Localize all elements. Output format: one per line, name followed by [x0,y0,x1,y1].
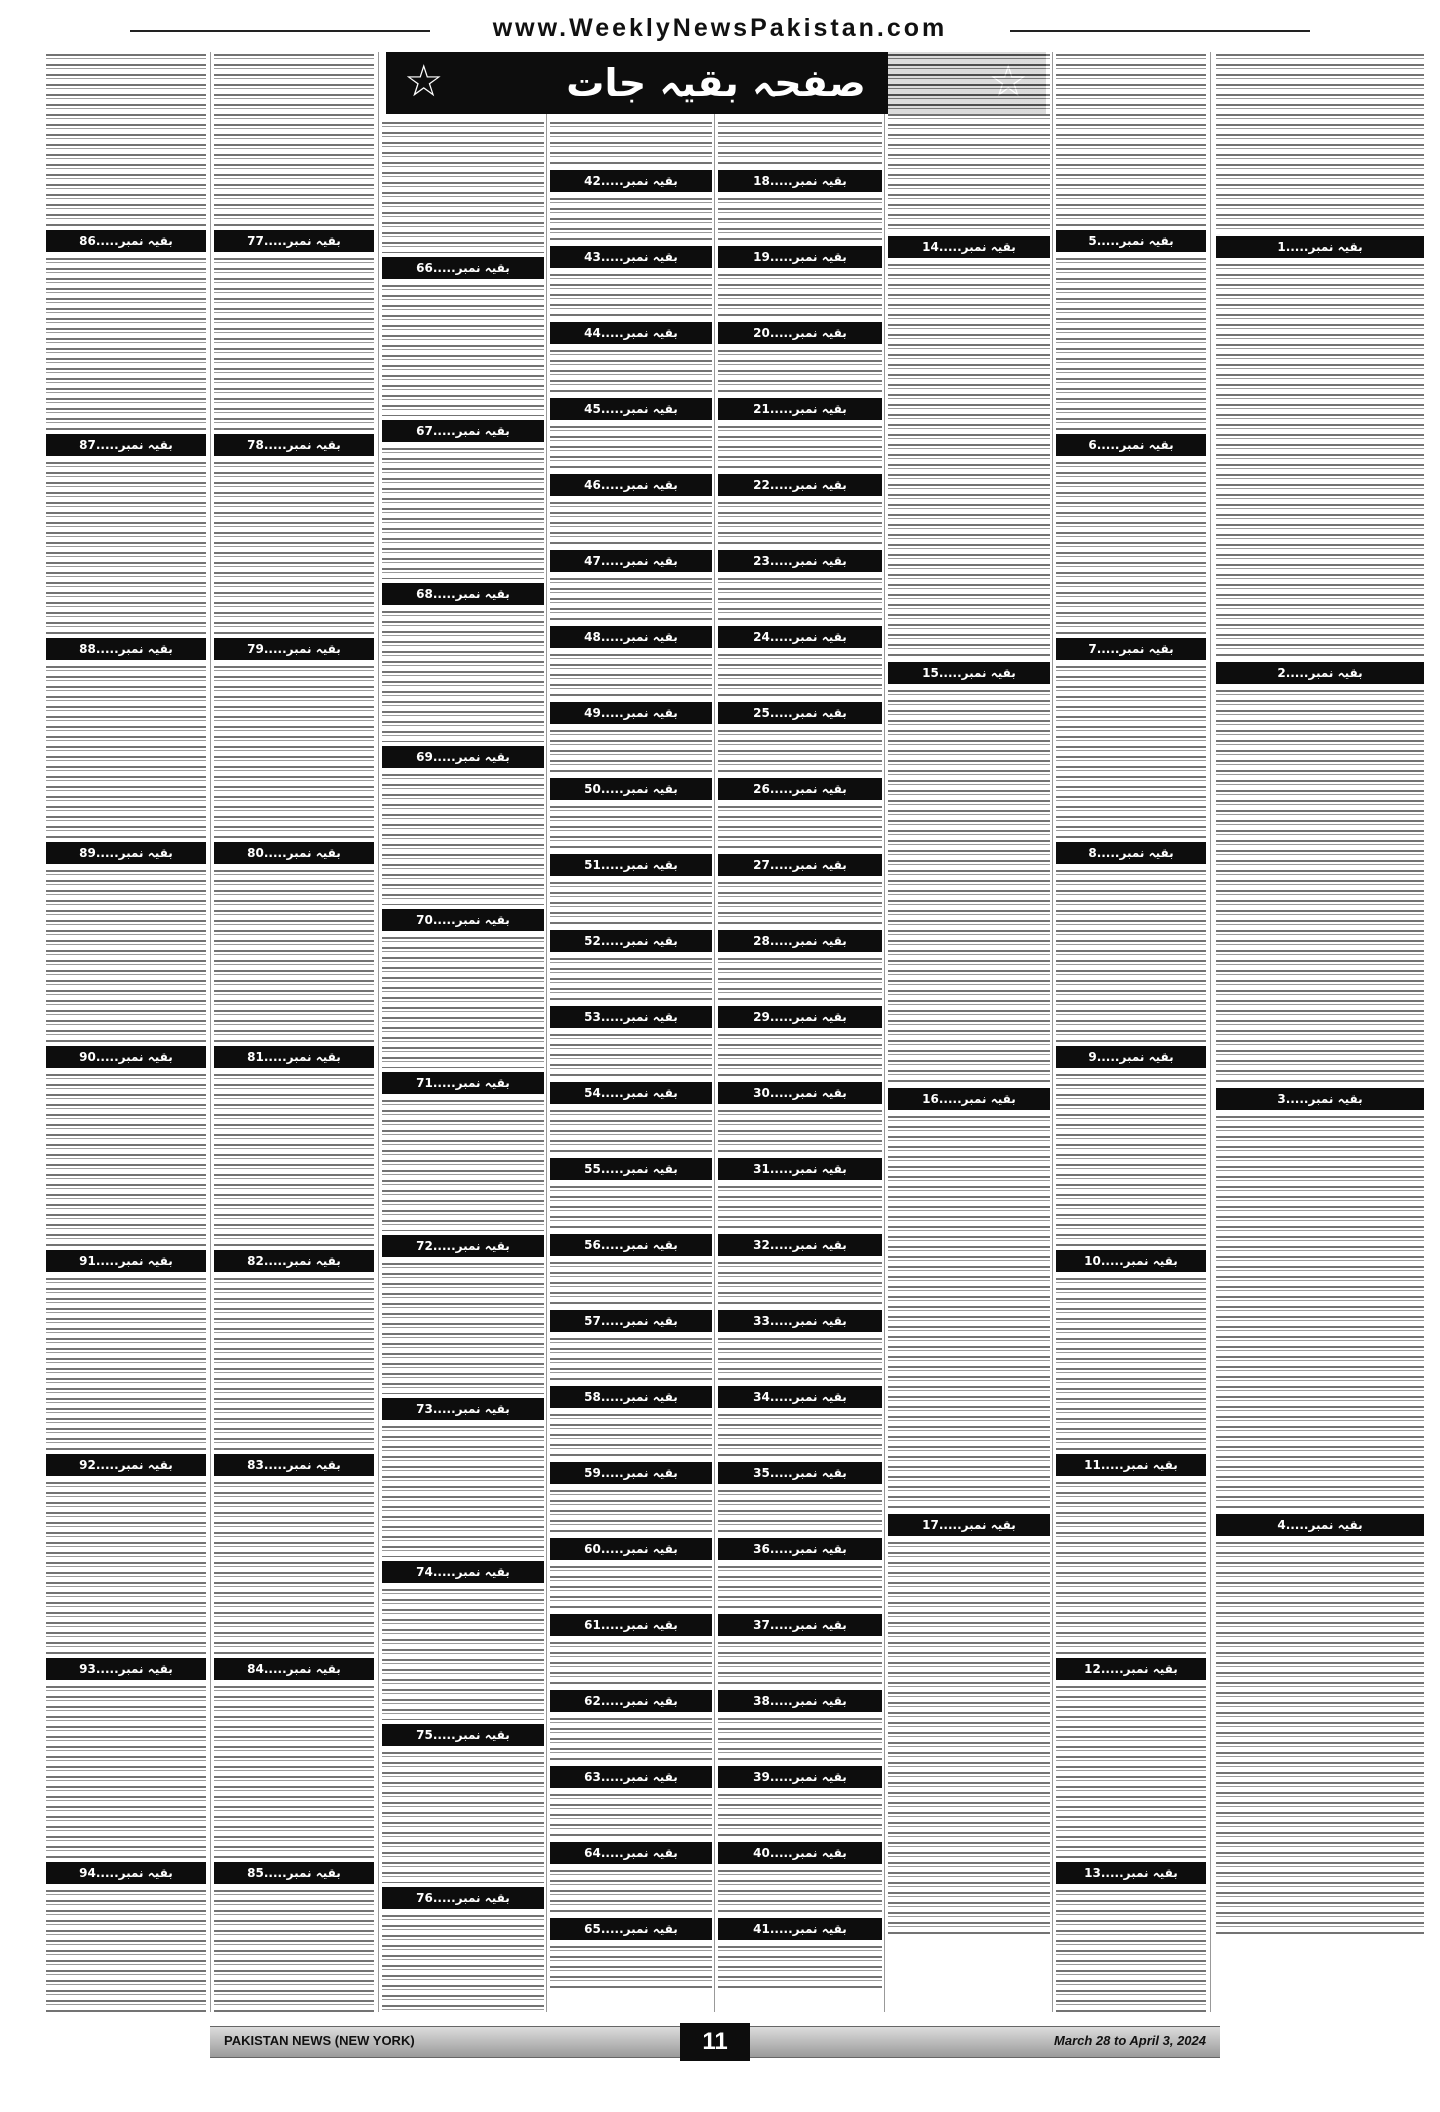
article-text [214,1072,374,1246]
continuation-header: بقیہ نمبر.....5 [1056,230,1206,252]
article-text [718,1184,882,1230]
column-3 [888,52,1050,2012]
continuation-header: بقیہ نمبر.....64 [550,1842,712,1864]
continuation-header: بقیہ نمبر.....23 [718,550,882,572]
article-text [382,446,544,579]
article-text [214,1684,374,1858]
article-text [46,868,206,1042]
continuation-header: بقیہ نمبر.....48 [550,626,712,648]
article-text [382,1424,544,1557]
column-divider [210,52,211,2012]
article-text [550,576,712,622]
continuation-header: بقیہ نمبر.....7 [1056,638,1206,660]
continuation-header: بقیہ نمبر.....16 [888,1088,1050,1110]
article-text [46,460,206,634]
continuation-header: بقیہ نمبر.....41 [718,1918,882,1940]
continuation-header: بقیہ نمبر.....93 [46,1658,206,1680]
continuation-header: بقیہ نمبر.....89 [46,842,206,864]
continuation-header: بقیہ نمبر.....19 [718,246,882,268]
continuation-header: بقیہ نمبر.....74 [382,1561,544,1583]
continuation-header: بقیہ نمبر.....90 [46,1046,206,1068]
article-text [718,728,882,774]
article-text [382,772,544,905]
continuation-header: بقیہ نمبر.....71 [382,1072,544,1094]
article-text [46,256,206,430]
article-text [718,1260,882,1306]
masthead [130,14,1310,48]
article-text [382,935,544,1068]
article-text [382,1750,544,1883]
article-text [1056,1684,1206,1858]
continuation-header: بقیہ نمبر.....21 [718,398,882,420]
column-4 [718,120,882,2012]
column-divider [884,52,885,2012]
article-text [1216,1540,1424,1936]
continuation-header: بقیہ نمبر.....30 [718,1082,882,1104]
continuation-header: بقیہ نمبر.....61 [550,1614,712,1636]
continuation-header: بقیہ نمبر.....37 [718,1614,882,1636]
article-text [382,1261,544,1394]
continuation-header: بقیہ نمبر.....65 [550,1918,712,1940]
continuation-header: بقیہ نمبر.....31 [718,1158,882,1180]
continuation-header: بقیہ نمبر.....29 [718,1006,882,1028]
article-text [718,1716,882,1762]
article-text [382,1587,544,1720]
article-text [550,804,712,850]
continuation-header: بقیہ نمبر.....68 [382,583,544,605]
continuation-header: بقیہ نمبر.....39 [718,1766,882,1788]
article-text [550,1412,712,1458]
article-text [718,1944,882,1990]
continuation-header: بقیہ نمبر.....62 [550,1690,712,1712]
continuation-header: بقیہ نمبر.....46 [550,474,712,496]
continuation-header: بقیہ نمبر.....53 [550,1006,712,1028]
article-text [46,664,206,838]
article-text [718,1032,882,1078]
article-text [718,1336,882,1382]
continuation-header: بقیہ نمبر.....6 [1056,434,1206,456]
article-text [718,272,882,318]
continuation-header: بقیہ نمبر.....25 [718,702,882,724]
continuation-header: بقیہ نمبر.....8 [1056,842,1206,864]
continuation-header: بقیہ نمبر.....67 [382,420,544,442]
continuation-header: بقیہ نمبر.....13 [1056,1862,1206,1884]
article-text [718,196,882,242]
continuation-header: بقیہ نمبر.....49 [550,702,712,724]
continuation-header: بقیہ نمبر.....36 [718,1538,882,1560]
continuation-header: بقیہ نمبر.....78 [214,434,374,456]
continuation-header: بقیہ نمبر.....58 [550,1386,712,1408]
article-text [214,52,374,226]
column-divider [378,52,379,2012]
continuation-header: بقیہ نمبر.....32 [718,1234,882,1256]
article-text [46,1276,206,1450]
column-divider [714,52,715,2012]
article-text [1056,256,1206,430]
article-text [1056,460,1206,634]
continuation-header: بقیہ نمبر.....83 [214,1454,374,1476]
continuation-header: بقیہ نمبر.....18 [718,170,882,192]
continuation-header: بقیہ نمبر.....17 [888,1514,1050,1536]
continuation-header: بقیہ نمبر.....86 [46,230,206,252]
continuation-header: بقیہ نمبر.....24 [718,626,882,648]
continuation-header: بقیہ نمبر.....10 [1056,1250,1206,1272]
column-divider [1210,52,1211,2012]
column-8 [46,52,206,2012]
article-text [550,348,712,394]
column-2 [1056,52,1206,2012]
article-text [550,120,712,166]
continuation-header: بقیہ نمبر.....55 [550,1158,712,1180]
article-text [214,1480,374,1654]
article-text [550,500,712,546]
article-text [46,52,206,226]
continuation-header: بقیہ نمبر.....87 [46,434,206,456]
footer-publication: PAKISTAN NEWS (NEW YORK) [224,2033,415,2048]
article-text [46,1480,206,1654]
continuation-header: بقیہ نمبر.....92 [46,1454,206,1476]
continuation-header: بقیہ نمبر.....11 [1056,1454,1206,1476]
article-text [382,283,544,416]
continuation-header: بقیہ نمبر.....26 [718,778,882,800]
article-text [550,424,712,470]
continuation-header: بقیہ نمبر.....85 [214,1862,374,1884]
continuation-header: بقیہ نمبر.....33 [718,1310,882,1332]
continuation-header: بقیہ نمبر.....40 [718,1842,882,1864]
article-text [550,1032,712,1078]
continuation-header: بقیہ نمبر.....45 [550,398,712,420]
article-text [550,728,712,774]
article-text [718,500,882,546]
article-text [550,1184,712,1230]
article-text [1216,52,1424,232]
continuation-header: بقیہ نمبر.....59 [550,1462,712,1484]
article-text [550,1260,712,1306]
masthead-url[interactable]: www.WeeklyNewsPakistan.com [492,14,948,42]
article-text [1056,52,1206,226]
page-number: 11 [680,2023,750,2061]
continuation-header: بقیہ نمبر.....22 [718,474,882,496]
article-text [46,1888,206,2012]
continuation-header: بقیہ نمبر.....4 [1216,1514,1424,1536]
article-text [718,956,882,1002]
column-6 [382,120,544,2012]
continuation-header: بقیہ نمبر.....14 [888,236,1050,258]
continuation-header: بقیہ نمبر.....60 [550,1538,712,1560]
article-text [550,1488,712,1534]
continuation-header: بقیہ نمبر.....73 [382,1398,544,1420]
continuation-header: بقیہ نمبر.....88 [46,638,206,660]
continuation-header: بقیہ نمبر.....42 [550,170,712,192]
article-text [718,1640,882,1686]
star-icon: ☆ [404,56,444,107]
article-text [1056,1072,1206,1246]
continuation-header: بقیہ نمبر.....28 [718,930,882,952]
continuation-header: بقیہ نمبر.....35 [718,1462,882,1484]
continuation-header: بقیہ نمبر.....12 [1056,1658,1206,1680]
article-text [550,1336,712,1382]
continuation-header: بقیہ نمبر.....34 [718,1386,882,1408]
article-text [1056,1888,1206,2012]
article-text [550,1944,712,1990]
article-text [1056,1480,1206,1654]
article-text [214,256,374,430]
article-text [718,1564,882,1610]
article-text [46,1684,206,1858]
article-text [718,804,882,850]
article-text [382,1913,544,2012]
continuation-header: بقیہ نمبر.....38 [718,1690,882,1712]
continuation-header: بقیہ نمبر.....91 [46,1250,206,1272]
continuation-header: بقیہ نمبر.....75 [382,1724,544,1746]
article-text [718,120,882,166]
continuation-header: بقیہ نمبر.....2 [1216,662,1424,684]
continuation-header: بقیہ نمبر.....50 [550,778,712,800]
article-text [214,460,374,634]
column-divider [1052,52,1053,2012]
continuation-header: بقیہ نمبر.....9 [1056,1046,1206,1068]
article-text [550,1640,712,1686]
continuation-header: بقیہ نمبر.....44 [550,322,712,344]
column-1 [1216,52,1424,2012]
continuation-header: بقیہ نمبر.....52 [550,930,712,952]
article-text [550,1868,712,1914]
continuation-header: بقیہ نمبر.....1 [1216,236,1424,258]
continuation-header: بقیہ نمبر.....81 [214,1046,374,1068]
article-text [888,688,1050,1084]
article-text [718,576,882,622]
article-text [888,1114,1050,1510]
article-text [550,1564,712,1610]
continuation-header: بقیہ نمبر.....15 [888,662,1050,684]
page-footer [210,2026,1220,2058]
column-7 [214,52,374,2012]
continuation-header: بقیہ نمبر.....77 [214,230,374,252]
article-text [550,272,712,318]
continuation-header: بقیہ نمبر.....43 [550,246,712,268]
continuation-header: بقیہ نمبر.....76 [382,1887,544,1909]
column-5 [550,120,712,2012]
article-text [550,1108,712,1154]
article-text [888,262,1050,658]
article-text [550,652,712,698]
article-text [1216,1114,1424,1510]
article-text [550,1716,712,1762]
article-text [46,1072,206,1246]
article-text [1056,664,1206,838]
continuation-header: بقیہ نمبر.....51 [550,854,712,876]
footer-date: March 28 to April 3, 2024 [1054,2033,1206,2048]
continuation-header: بقیہ نمبر.....80 [214,842,374,864]
article-text [718,1108,882,1154]
article-text [550,196,712,242]
article-text [214,1888,374,2012]
article-text [382,1098,544,1231]
continuation-header: بقیہ نمبر.....82 [214,1250,374,1272]
article-text [1216,688,1424,1084]
continuation-header: بقیہ نمبر.....70 [382,909,544,931]
article-text [550,880,712,926]
continuation-header: بقیہ نمبر.....47 [550,550,712,572]
article-text [214,664,374,838]
article-text [718,1792,882,1838]
continuation-header: بقیہ نمبر.....79 [214,638,374,660]
article-text [1216,262,1424,658]
article-text [1056,1276,1206,1450]
article-text [718,880,882,926]
article-text [718,424,882,470]
article-text [382,609,544,742]
continuation-header: بقیہ نمبر.....94 [46,1862,206,1884]
article-text [1056,868,1206,1042]
continuation-header: بقیہ نمبر.....57 [550,1310,712,1332]
article-text [718,1488,882,1534]
article-text [888,52,1050,232]
article-text [550,956,712,1002]
continuation-header: بقیہ نمبر.....72 [382,1235,544,1257]
continuation-header: بقیہ نمبر.....66 [382,257,544,279]
continuation-header: بقیہ نمبر.....69 [382,746,544,768]
article-text [382,120,544,253]
article-text [888,1540,1050,1936]
continuation-header: بقیہ نمبر.....84 [214,1658,374,1680]
article-text [718,652,882,698]
continuation-header: بقیہ نمبر.....63 [550,1766,712,1788]
continuation-header: بقیہ نمبر.....56 [550,1234,712,1256]
continuation-header: بقیہ نمبر.....20 [718,322,882,344]
article-text [214,868,374,1042]
masthead-rule-right [1010,30,1310,32]
continuation-header: بقیہ نمبر.....27 [718,854,882,876]
article-text [718,1412,882,1458]
article-text [718,1868,882,1914]
article-text [214,1276,374,1450]
article-text [718,348,882,394]
banner-title: صفحہ بقیہ جات [566,61,866,105]
continuation-header: بقیہ نمبر.....3 [1216,1088,1424,1110]
continuation-header: بقیہ نمبر.....54 [550,1082,712,1104]
column-divider [546,52,547,2012]
article-text [550,1792,712,1838]
